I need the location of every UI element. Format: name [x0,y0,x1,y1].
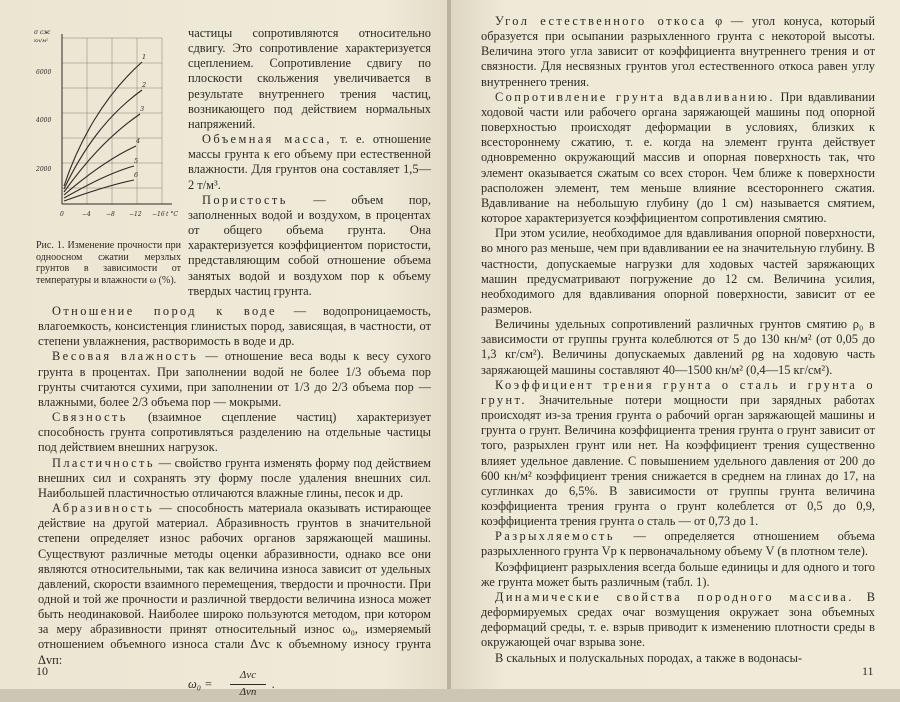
curve-6 [64,180,134,201]
left-paragraph: Отношение пород к воде — водопроницаемость, влагоемкость, консистенция глинистых пород, зависящая, в частности, от степени увлажнения, растворимость в воде и др. [38,304,431,349]
right-paragraph: В скальных и полускальных породах, а также в водонасы- [495,650,803,665]
right-page [451,0,900,689]
y-tick-2000: 2000 [36,166,52,173]
term: Абразивность [52,501,155,516]
term: Сопротивление грунта вдавливанию. [495,89,775,104]
figure-caption-text: Изменение прочности при одноосном сжатии мерзлых грунтов в зависимости от температуры и влажности ω (%). [36,240,181,286]
y-axis-unit: σ сж [34,29,51,36]
left-paragraph: Связность (взаимное сцепление частиц) характеризует способность грунта сопротивляться разделению на отдельные частицы под действием внешних нагрузок. [38,410,431,455]
formula-denominator: Δvп [239,685,257,698]
y-axis-unit-2: кн/м² [34,38,49,44]
abrasivity-formula [188,668,431,702]
y-tick-4000: 4000 [36,117,52,124]
formula-numerator: Δvс [230,668,266,685]
term: Весовая влажность [52,349,199,364]
term: Динамические свойства породного массива. [495,589,854,604]
curve-4 [64,146,139,195]
curve-label-2: 2 [142,81,147,89]
x-tick-12: −12 [129,211,142,218]
page-number-right: 11 [862,664,874,678]
curve-3 [64,114,140,192]
formula-dot: . [272,676,276,691]
term: Коэффициент трения грунта о сталь и грунта о грунт. [481,377,875,407]
page-number-left: 10 [36,664,48,678]
left-paragraph: Объемная масса, т. е. отношение массы грунта к его объему при естественной влажности. Для грунтов она составляет 1,5—2 т/м³. [188,132,431,192]
left-page [0,0,449,698]
figure-curves [64,62,145,201]
curve-2 [64,90,145,189]
curve-label-3: 3 [140,105,145,113]
left-paragraph: Пористость — объем пор, заполненных водой и воздухом, в процентах от общего объема грунта. Она характеризуется коэффициентом пористости, представляющим собой отношение объема занятых водой и воздухом пор к объему твердых частиц грунта. [188,192,431,298]
curve-label-1: 1 [142,53,147,61]
term: Объемная масса, [202,132,332,147]
curve-label-5: 5 [134,157,139,165]
left-paragraph: Пластичность — свойство грунта изменять форму под действием внешних сил и сохранять эту форму после удаления внешних сил. Наибольшей пластичностью отличаются влажные глины, песок и др. [38,455,431,500]
term: Связность [52,410,128,425]
left-column-narrow [188,26,431,299]
formula-fraction [230,668,266,700]
term: Разрыхляемость [495,529,615,544]
right-paragraph: Динамические свойства породного массива. В деформируемых средах очаг возмущения окружает зона объемных деформаций среды, т. е. взрыв приводит к изменению плотности среды в окружающей очаг взрыва зоне. [481,589,875,650]
strength-temperature-figure [34,26,184,241]
figure-axes [62,34,172,204]
figure-caption [36,240,181,286]
figure-grid [62,38,162,204]
right-paragraph: Коэффициент разрыхления всегда больше единицы и для одного и того же грунта может быть различным (табл. 1). [481,559,875,589]
term: Пористость [202,192,288,207]
right-paragraph: Сопротивление грунта вдавливанию. При вдавливании ходовой части или рабочего органа заряжающей машины под опорной поверхностью происходят деформации в условиях, близких к всестороннему сжатию, т. е. когда на элемент грунта действует одновременно окружающий массив и опорная поверхность так, что элемент оказывается сжатым со всех сторон. Чем ближе к поверхности расположен элемент, тем меньше влияние всестороннего сжатия. Вдавливание на небольшую глубину (до 1 см) называется смятием, которое характеризуется коэффициентом сопротивления смятию. [481,89,875,226]
right-paragraph: Разрыхляемость — определяется отношением объема разрыхленного грунта Vр к первоначальному объему V (в плотном теле). [481,529,875,559]
term: Отношение пород к воде [52,304,277,318]
left-paragraph: Абразивность — способность материала оказывать истирающее действие на другой материал. Абразивность грунтов в значительной степени определяет износ рабочих органов заряжающей машины. Существуют различные методы оценки абразивности, однако все они являются относительными, так как величина износа зависит от удельных давлений, скорости взаимного перемещения, твердости и прочности. При одной и той же прочности и различной твердости величина износа может быть неодинаковой. Наиболее широко пользуются методом, при котором за меру абразивности принят относительный износ ω₀, измеряемый отношением объемного износа стали Δvс к объемному износу грунта Δvп: [38,501,431,667]
y-tick-6000: 6000 [36,69,52,76]
right-paragraph: Угол естественного откоса φ — угол конуса, который образуется при осыпании разрыхленного грунта с некоторой высоты. Величина этого угла зависит от коэффициента внутреннего трения и от связности. Для несвязных грунтов угол естественного откоса равен углу внутреннего трения. [481,14,875,89]
x-tick-16: −16 [152,211,165,218]
term: Пластичность [52,455,155,470]
right-paragraph: Коэффициент трения грунта о сталь и грунта о грунт. Значительные потери мощности при зарядных работах происходят из-за трения грунта о рабочий орган заряжающей машины и грунта о грунт. Величина коэффициента трения грунта о грунт зависит от того, разрыхлен грунт или нет. На коэффициент трения существенно влияет удельное давление. С повышением удельного давления от 200 до 600 кн/м² коэффициент трения снижается в среднем на глинах до 17, на суглинках до 6,5%. В зависимости от группы грунта величина коэффициента трения грунта о грунт колеблется от 0,5 до 0,9, коэффициента трения грунта о сталь — от 0,73 до 1. [481,377,875,529]
x-tick-4: −4 [82,211,91,218]
term: Угол естественного откоса [495,14,707,28]
curve-label-6: 6 [134,171,139,179]
x-tick-8: −8 [106,211,115,218]
x-axis-unit: t °C [166,211,178,218]
figure-caption-label: Рис. 1. [36,240,65,251]
left-column-full [38,304,431,702]
left-paragraph: частицы сопротивляются относительно сдвигу. Это сопротивление характеризуется сцеплением. Сопротивление сдвигу по плоскости скольжения увеличивается в результате внутреннего трения частиц, возникающего под действием нормальных напряжений. [188,26,431,131]
formula-lhs: ω₀ = [188,676,213,691]
x-tick-0: 0 [60,211,64,218]
left-paragraph: Весовая влажность — отношение веса воды к весу сухого грунта в процентах. При заполнении водой не более 1/3 объема пор грунты считаются сухими, при заполнении от 1/3 до 2/3 объема пор — влажными, более 2/3 объема пор — мокрыми. [38,349,431,409]
curve-label-4: 4 [136,137,141,145]
right-paragraph: При этом усилие, необходимое для вдавливания опорной поверхности, во много раз меньше, чем при вдавливании ее на значительную глубину. В частности, допускаемые нагрузки для ходовых частей заряжающих машин предусматривают погружение до 12 см. Величина усилия, необходимого для вдавливания опорной поверхности, зависит от ее размеров. [481,226,875,316]
right-column [481,14,875,666]
right-paragraph: Величины удельных сопротивлений различных грунтов смятию ρ₀ в зависимости от группы грунта колеблются от 5 до 130 кн/м² (от 0,05 до 1,3 кг/см²). Величины допускаемых давлений ρg на ходовую часть заряжающей машины составляют 40—1500 кн/м² (0,4—15 кг/см²). [481,317,875,377]
